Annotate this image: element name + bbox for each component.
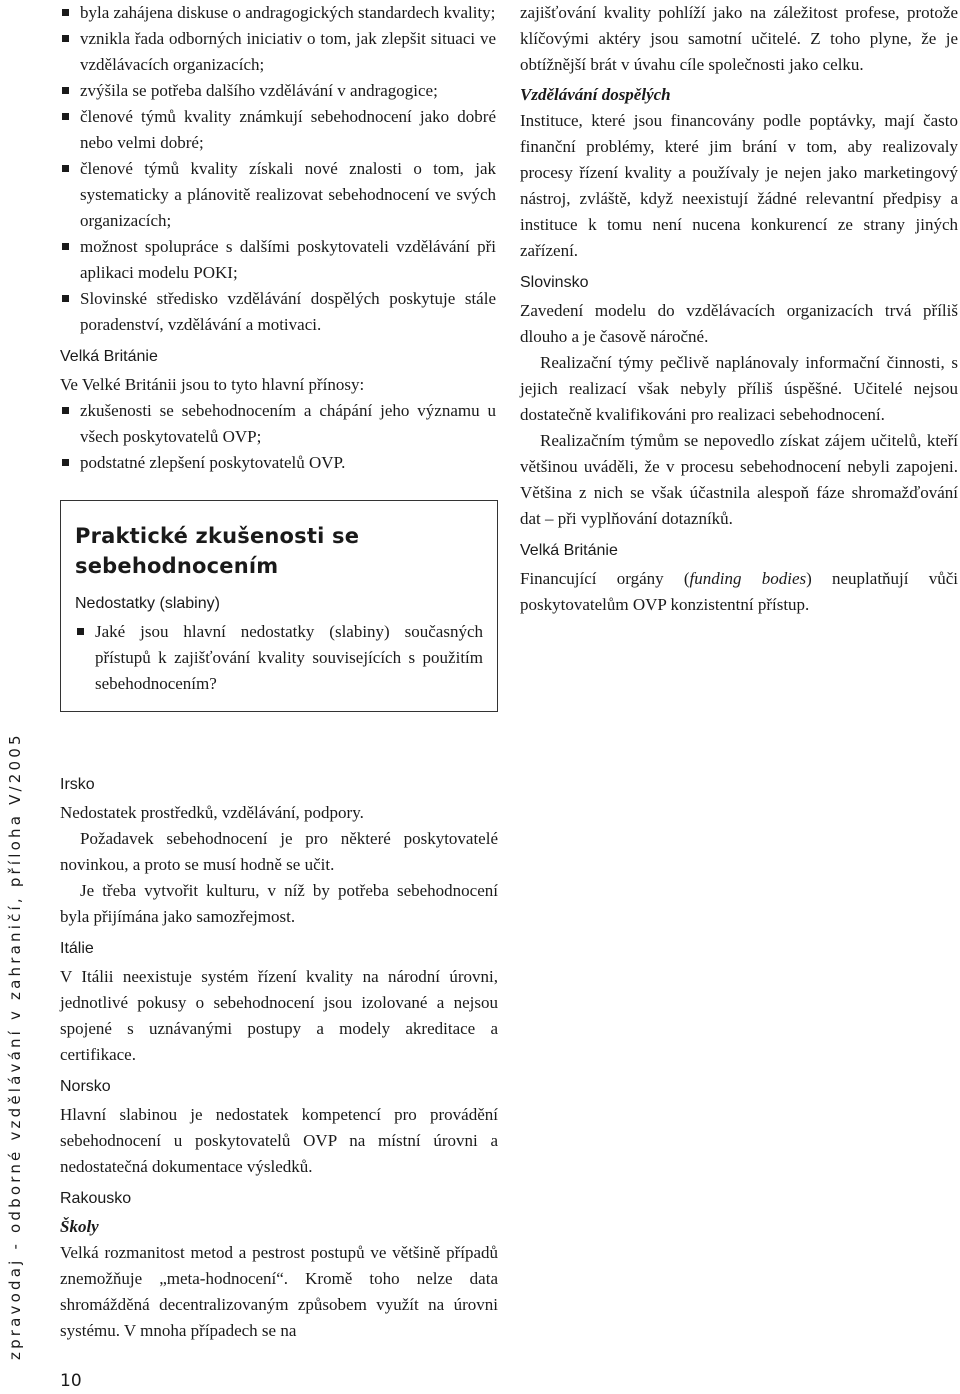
square-bullet-icon — [62, 9, 69, 16]
heading-norway: Norsko — [60, 1078, 111, 1095]
heading-uk-weaknesses: Velká Británie — [520, 542, 618, 559]
paragraph: Realizační týmy pečlivě naplánovaly informační činnosti, s jejich realizací však nebyly příliš úspěšné. Učitelé nejsou dostatečně kvalifikováni pro realizaci sebehodnocení. — [520, 353, 958, 424]
paragraph: V Itálii neexistuje systém řízení kvality na národní úrovni, jednotlivé pokusy o sebehodnocení jsou izolované a nejsou spojené s uznávanými postupy a modely akreditace a certifikace. — [60, 967, 498, 1064]
square-bullet-icon — [77, 628, 84, 635]
heading-austria: Rakousko — [60, 1190, 132, 1207]
square-bullet-icon — [62, 243, 69, 250]
list-item: členové týmů kvality známkují sebehodnocení jako dobré nebo velmi dobré; — [60, 104, 496, 156]
paragraph: Požadavek sebehodnocení je pro některé poskytovatelé novinkou, a proto se musí hodně se učit. — [60, 829, 498, 874]
left-column — [60, 0, 496, 712]
bottom-column — [60, 772, 498, 1344]
heading-ireland: Irsko — [60, 776, 95, 793]
heading-uk-benefits: Velká Británie — [60, 348, 158, 365]
paragraph: Nedostatek prostředků, vzdělávání, podpory. — [60, 803, 364, 822]
square-bullet-icon — [62, 165, 69, 172]
paragraph: Instituce, které jsou financovány podle poptávky, mají často finanční problémy, které jim brání v tom, aby realizovaly procesy řízení kvality a používaly je nejen jako marketingový nástroj, zvláště, když neexistují žádné relevantní předpisy a instituce k tomu není nucena konkurencí ze strany jiných zařízení. — [520, 111, 958, 260]
box-title: Praktické zkušenosti se sebehodnocením — [75, 524, 360, 578]
subheading-schools: Školy — [60, 1217, 99, 1236]
list-item: byla zahájena diskuse o andragogických standardech kvality; — [60, 0, 496, 26]
paragraph: Hlavní slabinou je nedostatek kompetencí pro provádění sebehodnocení u poskytovatelů OVP na místní úrovni a nedostatečná dokumentace výsledků. — [60, 1105, 498, 1176]
page-number: 10 — [60, 1371, 82, 1391]
square-bullet-icon — [62, 113, 69, 120]
list-item: Slovinské středisko vzdělávání dospělých poskytuje stále poradenství, vzdělávání a motivaci. — [60, 286, 496, 338]
square-bullet-icon — [62, 35, 69, 42]
list-item: možnost spolupráce s dalšími poskytovateli vzdělávání při aplikaci modelu POKI; — [60, 234, 496, 286]
right-column — [520, 0, 958, 618]
list-item: podstatné zlepšení poskytovatelů OVP. — [60, 450, 496, 476]
uk-intro: Ve Velké Británii jsou to tyto hlavní přínosy: — [60, 375, 365, 394]
paragraph: zajišťování kvality pohlíží jako na záležitost profese, protože klíčovými aktéry jsou samotní učitelé. Z toho plyne, že je obtížnější brát v úvahu cíle společnosti jako celku. — [520, 3, 958, 74]
paragraph: Realizačním týmům se nepovedlo získat zájem učitelů, kteří většinou uváděli, že v procesu sebehodnocení nebyli zapojeni. Většina z nich se však účastnila alespoň fáze shromažďování dat – při vyplňování dotazníků. — [520, 431, 958, 528]
square-bullet-icon — [62, 295, 69, 302]
list-item: Jaké jsou hlavní nedostatky (slabiny) současných přístupů k zajišťování kvality souvisejících s použitím sebehodnocením? — [75, 619, 483, 697]
box-subheading: Nedostatky (slabiny) — [75, 595, 220, 612]
list-item: členové týmů kvality získali nové znalosti o tom, jak systematicky a plánovitě realizovat sebehodnocení ve svých organizacích; — [60, 156, 496, 234]
heading-italy: Itálie — [60, 940, 94, 957]
square-bullet-icon — [62, 459, 69, 466]
heading-slovenia: Slovinsko — [520, 274, 589, 291]
square-bullet-icon — [62, 87, 69, 94]
square-bullet-icon — [62, 407, 69, 414]
experience-box — [60, 500, 498, 712]
paragraph: Zavedení modelu do vzdělávacích organizacích trvá příliš dlouho a je časově náročné. — [520, 301, 958, 346]
list-item: vznikla řada odborných iniciativ o tom, jak zlepšit situaci ve vzdělávacích organizacích; — [60, 26, 496, 78]
vertical-caption: zpravodaj - odborné vzdělávání v zahraničí, příloha V/2005 — [6, 732, 24, 1360]
heading-adult-education: Vzdělávání dospělých — [520, 85, 671, 104]
paragraph: Financující orgány (funding bodies) neuplatňují vůči poskytovatelům OVP konzistentní přístup. — [520, 569, 958, 614]
list-item: zkušenosti se sebehodnocením a chápání jeho významu u všech poskytovatelů OVP; — [60, 398, 496, 450]
list-item: zvýšila se potřeba dalšího vzdělávání v andragogice; — [60, 78, 496, 104]
italic-term: funding bodies — [689, 569, 807, 588]
paragraph: Je třeba vytvořit kulturu, v níž by potřeba sebehodnocení byla přijímána jako samozřejmost. — [60, 881, 498, 926]
paragraph: Velká rozmanitost metod a pestrost postupů ve většině případů znemožňuje „meta-hodnocení“. Kromě toho nelze data shromážděná decentralizovaným způsobem využít na úrovni systému. V mnoha případech se na — [60, 1243, 498, 1340]
